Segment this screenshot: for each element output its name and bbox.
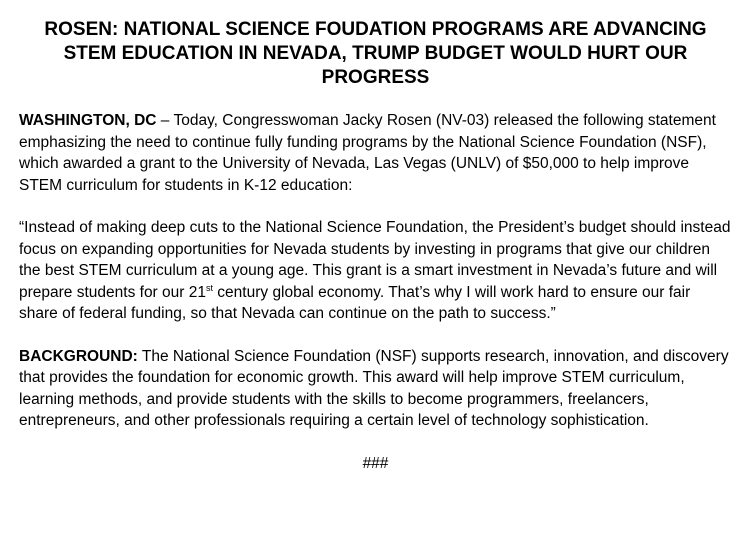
background-text: The National Science Foundation (NSF) supports research, innovation, and discovery that provides the foundation for economic growth. This award will help improve STEM curriculum, learning methods, and provide students with the skills to become programmers, freelancers, entrepreneurs, and other professionals requiring a certain level of technology sophistication. (19, 347, 729, 429)
dateline: WASHINGTON, DC (19, 112, 157, 129)
quote-paragraph (19, 217, 732, 325)
headline: ROSEN: NATIONAL SCIENCE FOUDATION PROGRAMS ARE ADVANCING STEM EDUCATION IN NEVADA, TRUMP BUDGET WOULD HURT OUR PROGRESS (44, 19, 707, 88)
background-label: BACKGROUND: (19, 347, 138, 365)
quote-text-after: century global economy. That’s why I will work hard to ensure our fair share of federal funding, so that Nevada can continue on the path to success.” (19, 283, 691, 322)
ordinal-superscript: st (205, 282, 213, 293)
intro-paragraph (19, 110, 732, 196)
quote-text-before: “Instead of making deep cuts to the National Science Foundation, the President’s budget should instead focus on expanding opportunities for Nevada students by investing in programs that give our children the best STEM curriculum at a young age. This grant is a smart investment in Nevada’s future and will prepare students for our 21 (19, 219, 731, 301)
intro-text: – Today, Congresswoman Jacky Rosen (NV-03) released the following statement emphasizing the need to continue fully funding programs by the National Science Foundation (NSF), which awarded a grant to the University of Nevada, Las Vegas (UNLV) of $50,000 to help improve STEM curriculum for students in K-12 education: (19, 112, 716, 194)
end-mark: ### (362, 454, 389, 472)
background-paragraph (19, 346, 732, 432)
